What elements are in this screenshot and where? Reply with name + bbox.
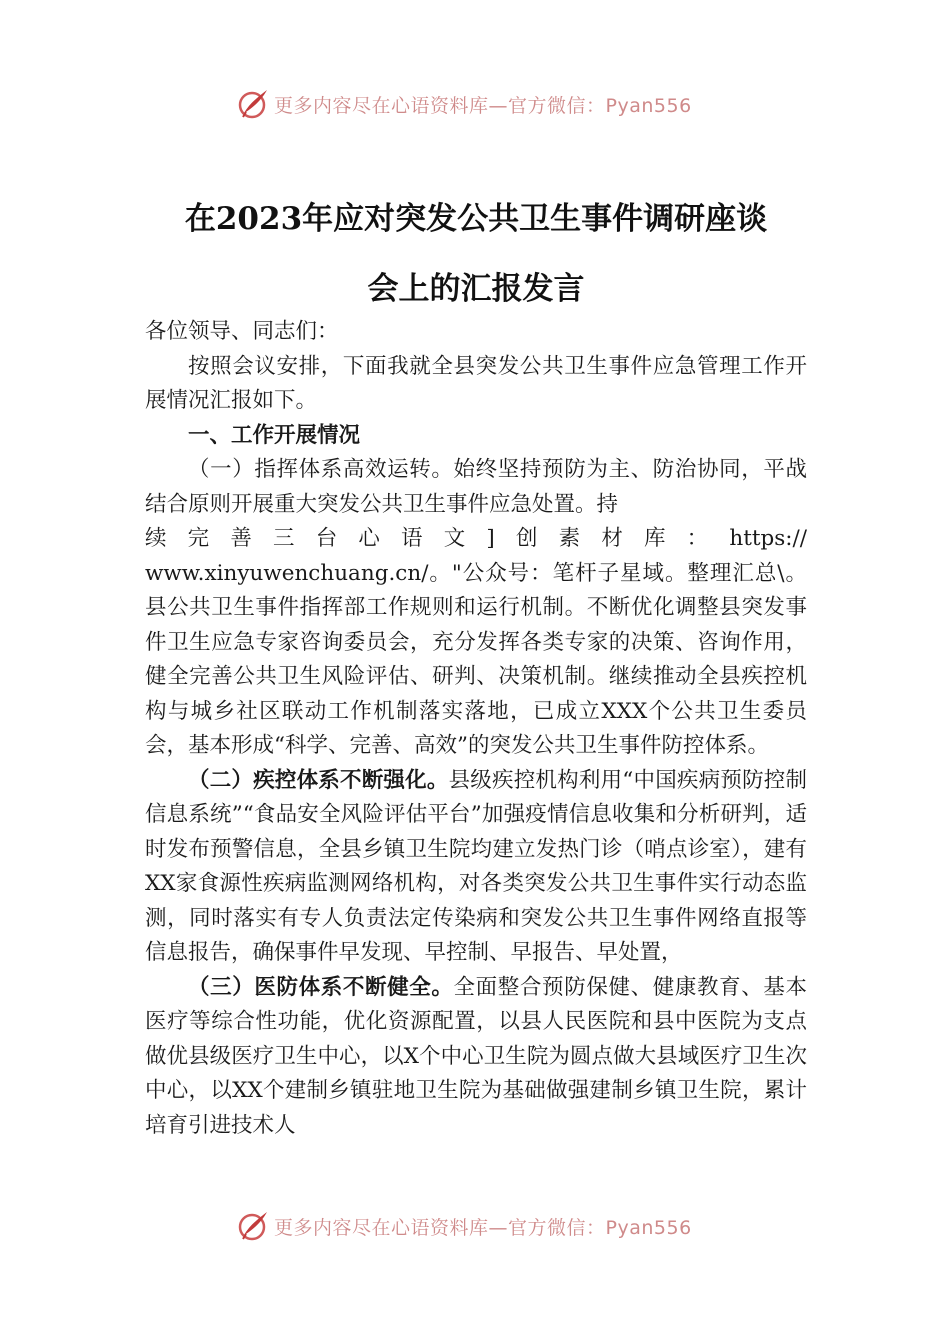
watermark-text: 更多内容尽在心语资料库—官方微信：Pyan556 [274,94,692,117]
section-heading: 一、工作开展情况 [188,422,361,448]
intro-paragraph: 按照会议安排，下面我就全县突发公共卫生事件应急管理工作开展情况汇报如下。 [145,353,807,413]
document-body [145,315,807,1143]
title-line-1: 在2023年应对突发公共卫生事件调研座谈 [184,201,768,237]
paragraph-3-lead: （三）医防体系不断健全。 [188,974,454,1000]
paragraph-3 [145,971,807,1144]
paragraph-1-spread-line: 续完善三台心语文]创素材库：https:// [145,526,807,551]
paragraph-1-lead: （一）指挥体系高效运转。 [188,457,454,482]
paragraph-3-text: 全面整合预防保健、健康教育、基本医疗等综合性功能，优化资源配置，以县人民医院和县中医院为支点做优县级医疗卫生中心，以X个中心卫生院为圆点做大县域医疗卫生次中心，以XX个建制乡镇驻地卫生院为基础做强建制乡镇卫生院，累计培育引进技术人 [145,974,807,1138]
paragraph-1-text-c: www.xinyuwenchuang.cn/。"公众号：笔杆子星域。整理汇总\。县公共卫生事件指挥部工作规则和运行机制。不断优化调整县突发事件卫生应急专家咨询委员会，充分发挥各类专家的决策、咨询作用，健全完善公共卫生风险评估、研判、决策机制。继续推动全县疾控机构与城乡社区联动工作机制落实落地，已成立XXX个公共卫生委员会，基本形成“科学、完善、高效”的突发公共卫生事件防控体系。 [145,560,807,758]
paragraph-2-text: 县级疾控机构利用“中国疾病预防控制信息系统”“食品安全风险评估平台”加强疫情信息收集和分析研判，适时发布预警信息，全县乡镇卫生院均建立发热门诊（哨点诊室），建有XX家食源性疾病监测网络机构，对各类突发公共卫生事件实行动态监测，同时落实有专人负责法定传染病和突发公共卫生事件网络直报等信息报告，确保事件早发现、早控制、早报告、早处置， [145,767,807,965]
watermark-footer [0,1206,950,1246]
document-title [145,184,807,324]
paragraph-2 [145,764,807,971]
watermark-header [0,84,950,124]
salutation: 各位领导、同志们： [145,319,339,344]
quill-pen-logo-icon [236,87,270,121]
title-line-2: 会上的汇报发言 [367,271,585,307]
paragraph-1-text-a: 始终坚持预防为主、防治协同，平战结合原则开展重大突发公共卫生事件应急处置。持 [145,457,807,517]
paragraph-2-lead: （二）疾控体系不断强化。 [188,767,449,793]
paragraph-1 [145,453,807,522]
watermark-text: 更多内容尽在心语资料库—官方微信：Pyan556 [274,1216,692,1239]
quill-pen-logo-icon [236,1209,270,1243]
